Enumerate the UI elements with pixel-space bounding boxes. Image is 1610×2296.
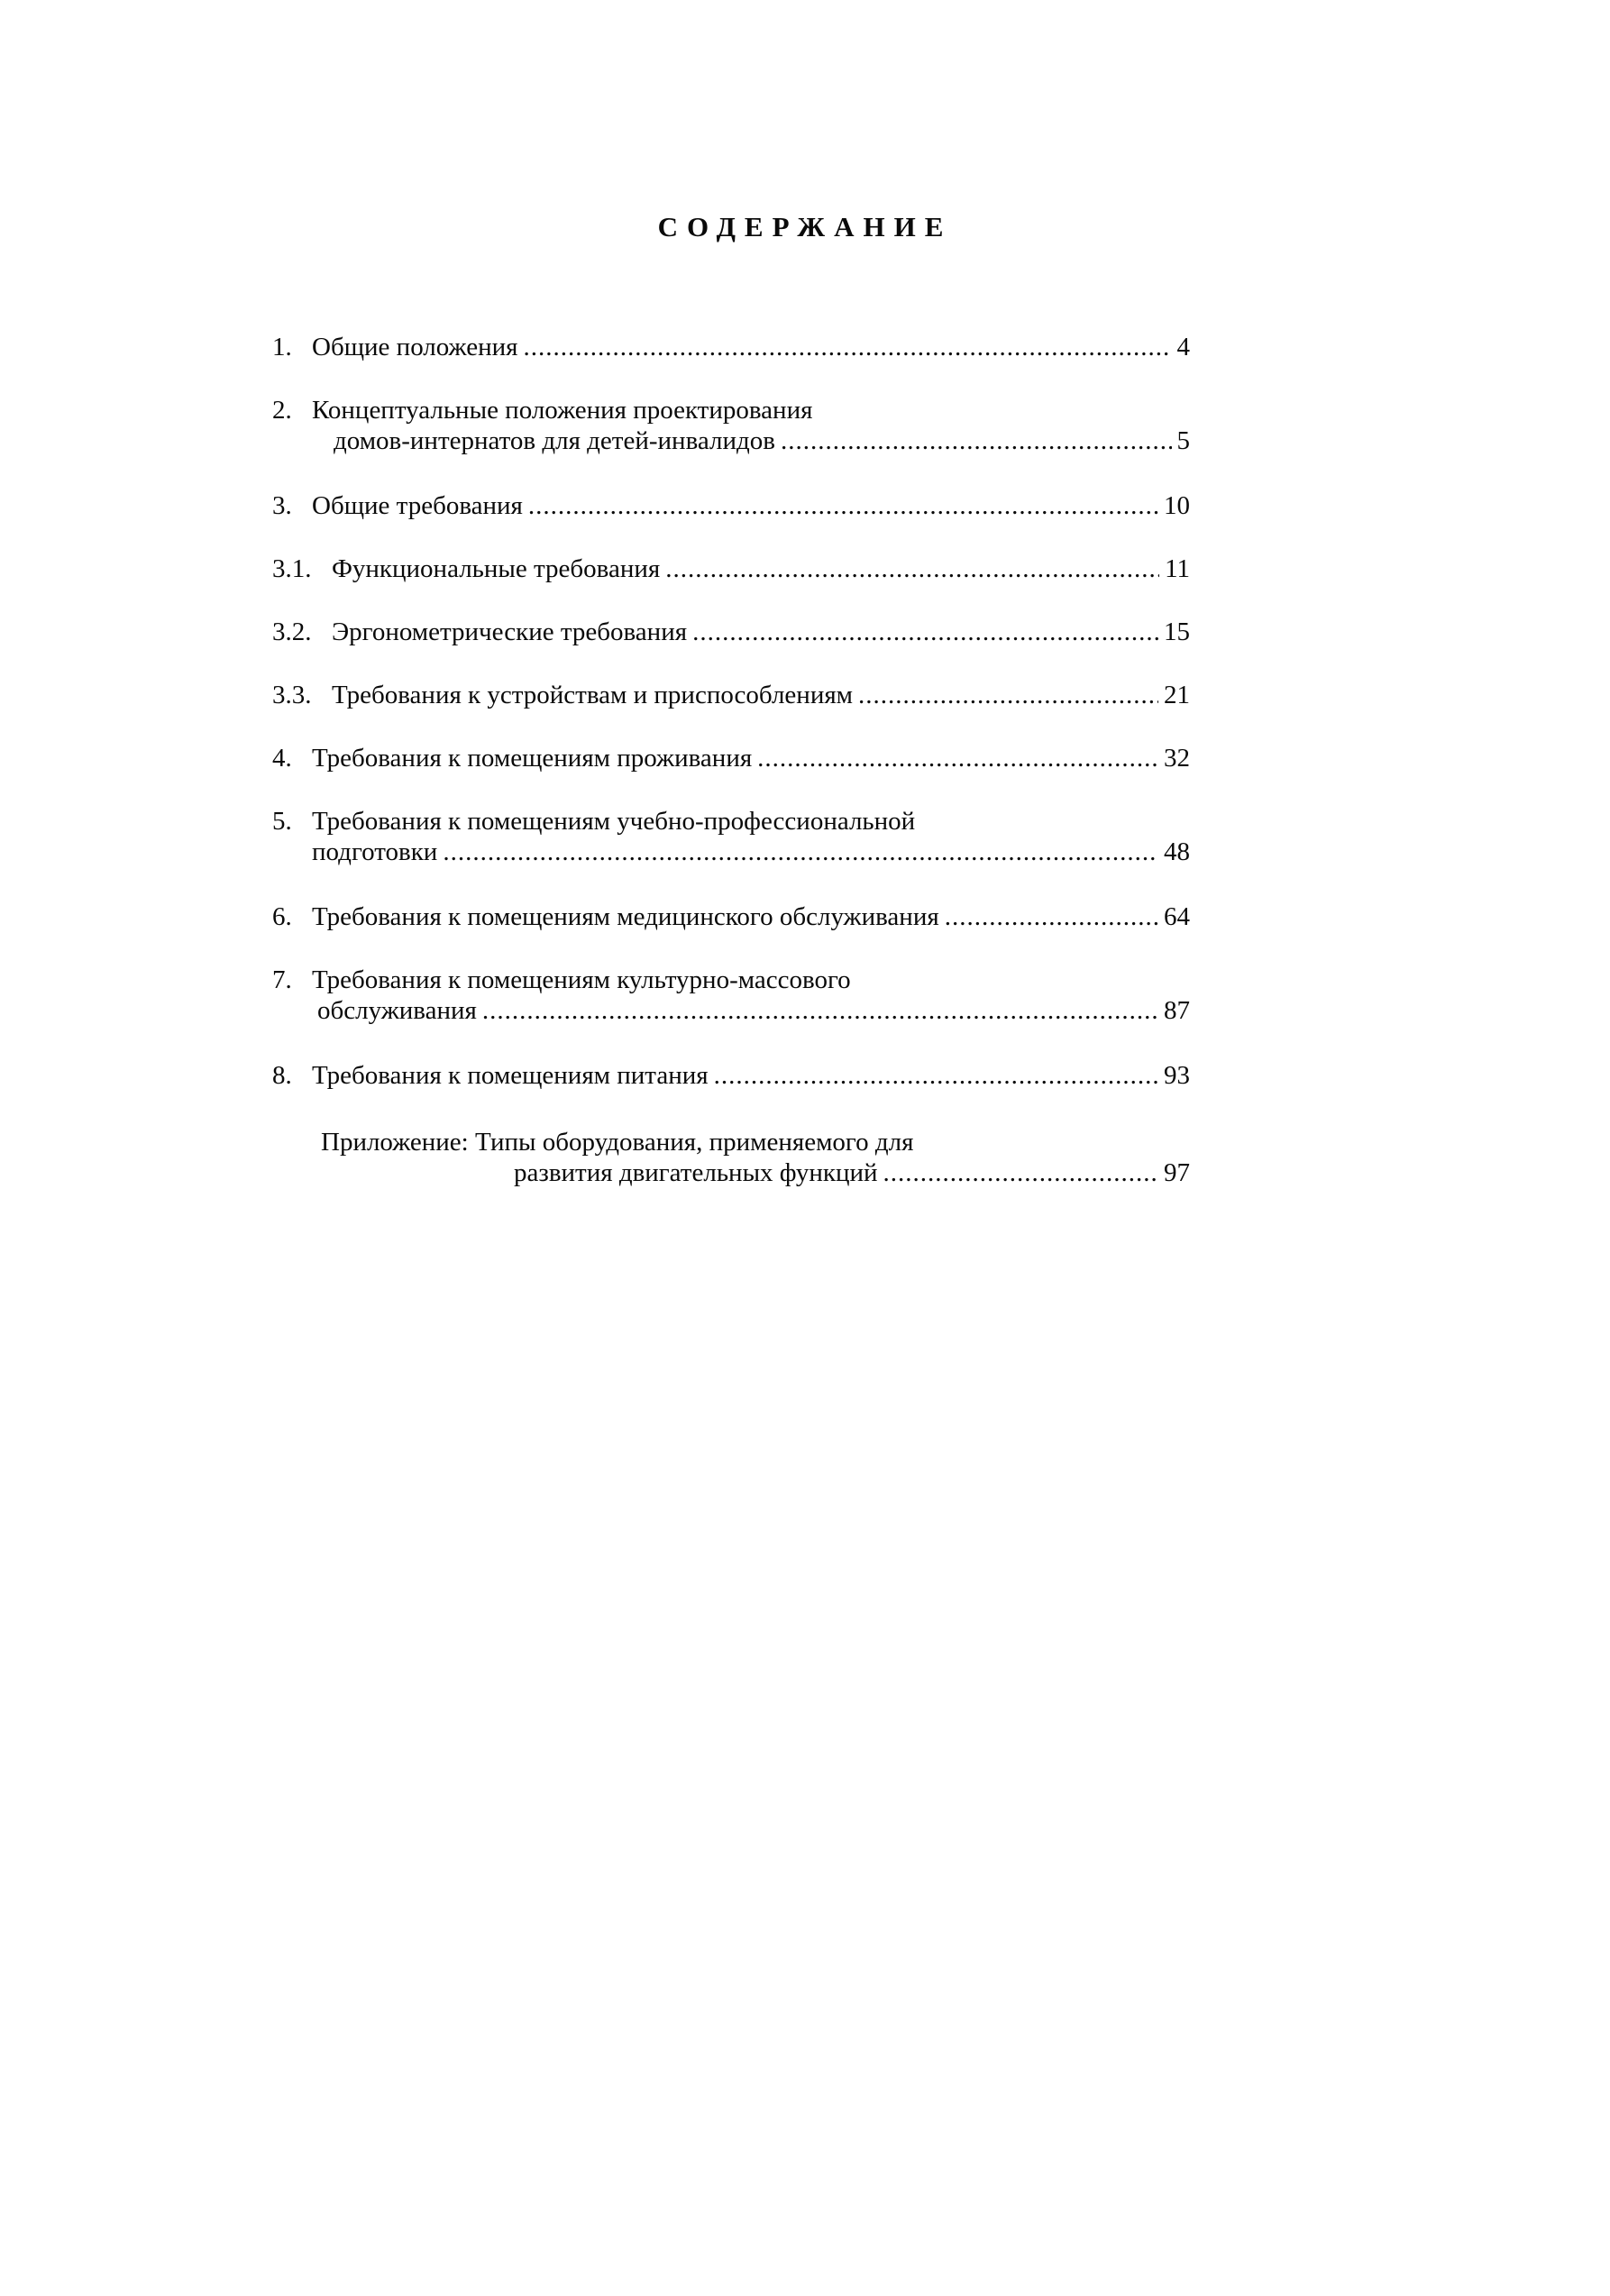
toc-entry-number: 3.1.: [272, 554, 312, 583]
toc-entry-title: Требования к помещениям медицинского обслуживания: [312, 902, 939, 931]
toc-entry-page: 11: [1165, 554, 1190, 583]
toc-leader-dots: [692, 617, 1158, 648]
toc-entry-title: Общие требования: [312, 491, 523, 520]
toc-entry-title: Эргонометрические требования: [332, 617, 688, 646]
toc-entry-number: 7.: [272, 965, 292, 994]
toc-entry-page: 4: [1176, 333, 1190, 361]
toc-appendix-page: 97: [1164, 1158, 1190, 1187]
toc-entry-page: 10: [1164, 491, 1190, 520]
toc-leader-dots: [781, 425, 1172, 457]
toc-entry-number: 5.: [272, 807, 292, 836]
toc-entry-page: 5: [1176, 426, 1190, 455]
toc-entry-title-continued: подготовки: [312, 837, 438, 866]
toc-entry-title-continued: домов-интернатов для детей-инвалидов: [334, 426, 775, 455]
toc-entry-number: 3.2.: [272, 617, 312, 646]
toc-entry-title: Общие положения: [312, 333, 518, 361]
toc-entry-number: 8.: [272, 1061, 292, 1090]
toc-entry-number: 3.3.: [272, 681, 312, 709]
toc-entry-title: Требования к помещениям культурно-массового: [312, 965, 851, 994]
toc-leader-dots: [714, 1060, 1158, 1092]
toc-entry-number: 1.: [272, 333, 292, 361]
toc-leader-dots: [482, 995, 1158, 1027]
toc-leader-dots: [665, 553, 1159, 585]
toc-leader-dots: [443, 837, 1158, 868]
toc-entry-title: Требования к помещениям питания: [312, 1061, 709, 1090]
toc-entry-page: 32: [1164, 744, 1190, 773]
toc-leader-dots: [883, 1157, 1158, 1189]
toc-appendix-title: Приложение: Типы оборудования, применяемого для: [321, 1128, 914, 1157]
toc-entry-title: Требования к устройствам и приспособлениям: [332, 681, 854, 709]
toc-entry-title: Требования к помещениям учебно-профессиональной: [312, 807, 916, 836]
toc-entry-page: 15: [1164, 617, 1190, 646]
toc-title: СОДЕРЖАНИЕ: [657, 211, 953, 242]
toc-entry-title: Концептуальные положения проектирования: [312, 396, 813, 425]
toc-entry-page: 21: [1164, 681, 1190, 709]
toc-entry-page: 87: [1164, 996, 1190, 1025]
toc-entry-number: 4.: [272, 744, 292, 773]
toc-entry-page: 64: [1164, 902, 1190, 931]
toc-leader-dots: [523, 332, 1171, 363]
toc-entry-page: 48: [1164, 837, 1190, 866]
toc-entry-number: 6.: [272, 902, 292, 931]
toc-leader-dots: [858, 680, 1158, 711]
toc-leader-dots: [945, 901, 1158, 933]
toc-entry-title: Функциональные требования: [332, 554, 661, 583]
toc-entry-page: 93: [1164, 1061, 1190, 1090]
toc-entry-title: Требования к помещениям проживания: [312, 744, 753, 773]
toc-entry-title-continued: обслуживания: [317, 996, 477, 1025]
toc-entry-number: 3.: [272, 491, 292, 520]
toc-leader-dots: [528, 490, 1158, 522]
toc-leader-dots: [757, 743, 1158, 774]
toc-entry-number: 2.: [272, 396, 292, 425]
toc-appendix-title-continued: развития двигательных функций: [514, 1158, 878, 1187]
